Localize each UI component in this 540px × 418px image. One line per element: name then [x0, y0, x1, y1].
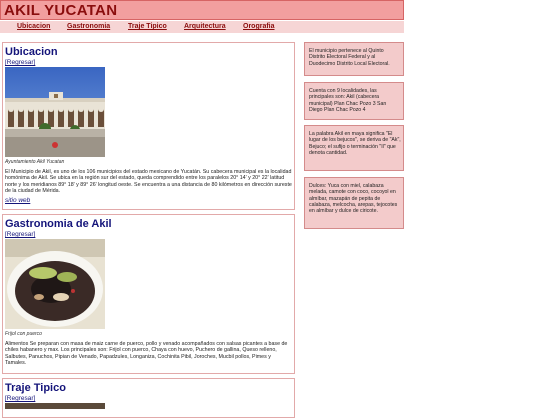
section-title: Traje Tipico [5, 382, 66, 394]
nav-link-gastronomia[interactable]: Gastronomia [67, 23, 111, 30]
dish-photo [5, 239, 105, 329]
site-header [0, 0, 404, 20]
info-box-text: El municipio pertenece al Quinto Distrito Electoral Federal y al Duodecimo Distrito Local Electoral. [309, 48, 390, 67]
info-box-sweets [304, 177, 404, 229]
dish-image [5, 239, 105, 329]
info-box-text: La palabra Akil en maya significa "El lugar de los bejucos", se deriva de "Ak", Bejuco; el sufijo o terminación "Il" que denota cantidad. [309, 131, 401, 156]
info-box-localities [304, 82, 404, 120]
photo-caption: Frijol con puerco [5, 331, 42, 337]
back-link[interactable]: [Regresar] [5, 395, 36, 402]
costume-photo [5, 403, 105, 409]
section-body-text: Alimentos Se preparan con masa de maiz carne de puerco, pollo y venado acompañados con salsas picantes a base de chiles habanero y max. Los principales son: Frijol con puerco, Chaya con huevo, Puchero de gallina, Queso relleno, Salbutes, Panuchos, Pipian de Venado, Papadzules, Longaniza, Cochinita Pibil, Joroches, Mucbil pollos, Pimes y Tamales. [5, 341, 288, 366]
section-traje-tipico [2, 378, 295, 418]
nav-link-orografia[interactable]: Orografia [243, 23, 275, 30]
town-hall-image [5, 67, 105, 157]
info-box-text: Dulces: Yuca con miel, calabaza melada, camote con coco, cocoyol en almíbar, mazapán de pepita de calabaza, melcocha, arepas, tejocotes en almíbar y dulce de ciricote. [309, 183, 398, 215]
nav-link-traje-tipico[interactable]: Traje Tipico [128, 23, 167, 30]
nav-link-arquitectura[interactable]: Arquitectura [184, 23, 226, 30]
section-gastronomia [2, 214, 295, 374]
town-hall-photo [5, 67, 105, 157]
info-box-name-meaning [304, 125, 404, 171]
info-box-district [304, 42, 404, 76]
main-nav [0, 21, 404, 33]
back-link[interactable]: [Regresar] [5, 59, 36, 66]
section-title: Gastronomia de Akil [5, 218, 112, 230]
site-title: AKIL YUCATAN [4, 2, 118, 19]
section-ubicacion [2, 42, 295, 210]
section-title: Ubicacion [5, 46, 58, 58]
website-link[interactable]: sitio web [5, 197, 31, 204]
nav-link-ubicacion[interactable]: Ubicacion [17, 23, 51, 30]
back-link[interactable]: [Regresar] [5, 231, 36, 238]
photo-caption: Ayuntamiento Akil Yucatan [5, 159, 65, 165]
info-box-text: Cuenta con 9 localidades, las principales son: Akil (cabecera municipal) Plan Chac Pozo 3 San Diego Plan Chac Pozo 4 [309, 88, 387, 113]
section-body-text: El Municipio de Akil, es uno de los 106 municipios del estado mexicano de Yucatán. Su cabecera municipal es la localidad homónima de Akil. Se ubica en la región sur del estado, queda comprendido entre los paralelos 20° 14' y 20° 22' latitud norte y los meridianos 89° 18' y 89° 26' longitud oeste. Se encuentra a una distancia de 80 kilómetros en dirección sureste de la ciudad de Mérida. [5, 169, 292, 194]
